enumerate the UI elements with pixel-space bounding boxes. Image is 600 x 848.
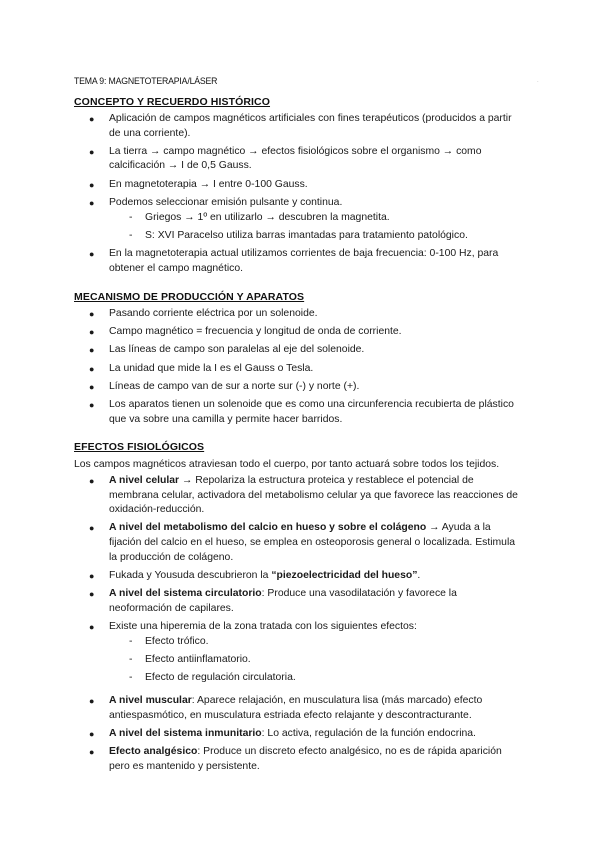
bullet-icon: ● bbox=[89, 249, 95, 260]
list-item: ● A nivel celular → Repolariza la estructura proteica y restablece el potencial de membrana celular, activadora del metabolismo celular ya que favorece las reacciones de oxidación-reducción. bbox=[89, 475, 518, 516]
list-item: ● La unidad que mide la I es el Gauss o Tesla. bbox=[0, 362, 519, 377]
bullet-icon: ● bbox=[89, 327, 95, 338]
list-mecanismo bbox=[0, 307, 600, 431]
sub-list-item: - S: XVI Paracelso utiliza barras imantadas para tratamiento patológico. bbox=[109, 229, 519, 244]
bullet-icon: ● bbox=[89, 179, 95, 190]
corner-mark: . bbox=[537, 78, 539, 84]
list-item: ● A nivel del sistema circulatorio: Produce una vasodilatación y favorece la neoformación de capilares. bbox=[89, 587, 457, 614]
list-item: ● Podemos seleccionar emisión pulsante y continua. - Griegos → 1º en utilizarlo → descubren la magnetita. - S: XVI Paracelso utiliza barras imantadas para tratamiento patológico. bbox=[0, 196, 519, 244]
sub-list-item: - Efecto antiinflamatorio. bbox=[109, 653, 519, 668]
list-item: ● Aplicación de campos magnéticos artificiales con fines terapéuticos (producidos a partir de una corriente). bbox=[89, 113, 512, 139]
bullet-icon: ● bbox=[89, 476, 95, 486]
bullet-icon: ● bbox=[89, 523, 95, 534]
dash-icon: - bbox=[129, 653, 133, 665]
bullet-icon: ● bbox=[89, 363, 95, 374]
list-item: ● Efecto analgésico: Produce un discreto efecto analgésico, no es de rápida aparición pero es mantenido y persistente. bbox=[89, 746, 502, 772]
heading-mecanismo: MECANISMO DE PRODUCCIÓN Y APARATOS bbox=[74, 291, 305, 303]
list-item: ● Campo magnético = frecuencia y longitud de onda de corriente. bbox=[0, 325, 519, 340]
sub-list-item: - Efecto trófico. bbox=[109, 635, 519, 650]
list-item: ● La tierra → campo magnético → efectos fisiológicos sobre el organismo → como calcificación → I de 0,5 Gauss. bbox=[89, 145, 482, 172]
list-item: ● A nivel muscular: Aparece relajación, en musculatura lisa (más marcado) efecto antiespasmótico, en musculatura estriada efecto relajante y descontracturante. bbox=[89, 695, 483, 721]
list-item: ● Pasando corriente eléctrica por un solenoide. bbox=[0, 307, 519, 322]
bullet-icon: ● bbox=[89, 381, 95, 392]
bullet-icon: ● bbox=[89, 696, 95, 707]
sub-list-item: - Griegos → 1º en utilizarlo → descubren la magnetita. bbox=[109, 211, 519, 226]
dash-icon: - bbox=[129, 671, 133, 683]
list-item: ● Los aparatos tienen un solenoide que es como una circunferencia recubierta de plástico que va sobre una camilla y permite hacer barridos. bbox=[89, 398, 514, 425]
bullet-icon: ● bbox=[89, 747, 95, 758]
list-item: ● Líneas de campo van de sur a norte sur (-) y norte (+). bbox=[0, 380, 519, 395]
bullet-icon: ● bbox=[89, 570, 95, 581]
dash-icon: - bbox=[129, 636, 133, 648]
list-item: ● A nivel del sistema inmunitario: Lo activa, regulación de la función endocrina. bbox=[0, 727, 519, 742]
document-title: TEMA 9: MAGNETOTERAPIA/LÁSER bbox=[74, 76, 218, 87]
efectos-intro: Los campos magnéticos atraviesan todo el cuerpo, por tanto actuará sobre todos los tejidos. bbox=[74, 459, 500, 470]
dash-icon: - bbox=[129, 212, 133, 224]
bullet-icon: ● bbox=[89, 345, 95, 356]
list-item: ● A nivel del metabolismo del calcio en hueso y sobre el colágeno → Ayuda a la fijación del calcio en el hueso, se emplea en osteoporosis general o localizada. Estimula la producción de colágeno. bbox=[89, 522, 516, 563]
list-item: ● Existe una hiperemia de la zona tratada con los siguientes efectos: - Efecto trófico. - Efecto antiinflamatorio. - Efecto de regulación circulatoria. bbox=[0, 620, 519, 685]
list-item: ● Las líneas de campo son paralelas al eje del solenoide. bbox=[0, 343, 519, 358]
sub-list bbox=[109, 635, 519, 685]
bullet-icon: ● bbox=[89, 309, 95, 319]
list-item: ● En la magnetoterapia actual utilizamos corrientes de baja frecuencia: 0-100 Hz, para obtener el campo magnético. bbox=[89, 248, 499, 274]
list-item: ● Fukada y Yousuda descubrieron la “piezoelectricidad del hueso”. bbox=[0, 569, 519, 584]
bullet-icon: ● bbox=[89, 621, 95, 632]
bullet-icon: ● bbox=[89, 146, 95, 157]
dash-icon: - bbox=[129, 229, 133, 241]
list-efectos bbox=[0, 474, 600, 778]
bullet-icon: ● bbox=[89, 399, 95, 410]
sub-list bbox=[109, 211, 519, 243]
bullet-icon: ● bbox=[89, 114, 95, 124]
bullet-icon: ● bbox=[89, 197, 95, 208]
heading-concepto: CONCEPTO Y RECUERDO HISTÓRICO bbox=[74, 96, 271, 108]
list-item: ● En magnetoterapia → I entre 0-100 Gauss. bbox=[0, 178, 519, 193]
bullet-icon: ● bbox=[89, 588, 95, 599]
list-concepto bbox=[0, 112, 600, 280]
sub-list-item: - Efecto de regulación circulatoria. bbox=[109, 671, 519, 686]
heading-efectos: EFECTOS FISIOLÓGICOS bbox=[74, 441, 205, 453]
bullet-icon: ● bbox=[89, 728, 95, 739]
